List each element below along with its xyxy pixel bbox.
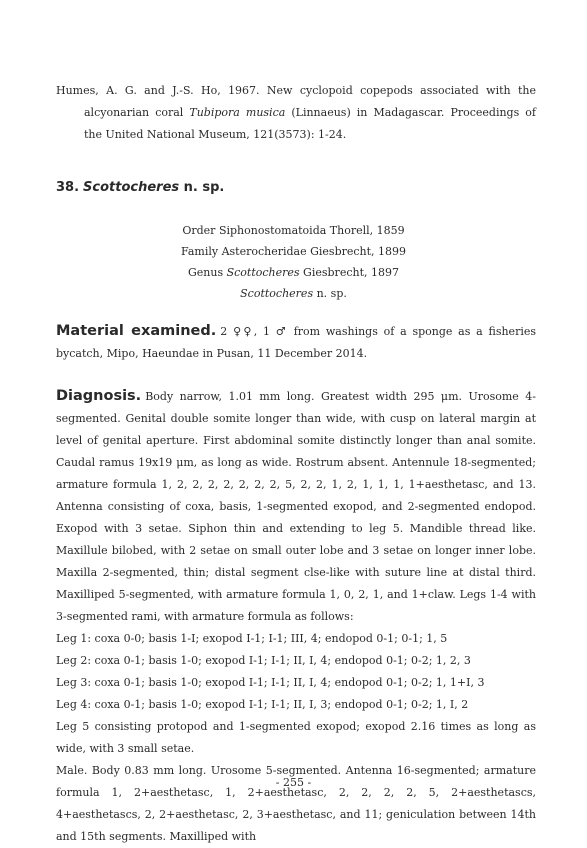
species-name: Scottocheres [240, 287, 314, 300]
material-text: 2 ♀♀, 1 ♂ from washings of a sponge as a fisheries bycatch, Mipo, Haeundae in Pusan, 11 December 2014. [56, 325, 537, 360]
material-examined-section [56, 320, 536, 365]
reference-species: Tubipora musica [189, 106, 286, 119]
material-heading: Material examined. [56, 323, 217, 339]
genus-prefix: Genus [188, 266, 227, 279]
diagnosis-heading: Diagnosis. [56, 388, 142, 404]
reference-list [56, 80, 536, 146]
diagnosis-intro-paragraph [56, 385, 536, 628]
reference-title-start: New cyclopoid copepods associated with the alcyonarian coral [84, 84, 536, 119]
leg-armature-row: Leg 3: coxa 0-1; basis 1-0; exopod I-1; I-1; II, I, 4; endopod 0-1; 0-2; 1, 1+I, 3 [56, 676, 485, 689]
reference-entry [56, 80, 536, 146]
reference-authors: Humes, A. G. and J.-S. Ho, 1967. [56, 84, 260, 97]
genus-name: Scottocheres [226, 266, 300, 279]
species-heading [56, 180, 224, 195]
leg5-description: Leg 5 consisting protopod and 1-segmented exopod; exopod 2.16 times as long as wide, with 3 small setae. [56, 720, 536, 755]
species-number: 38. [56, 180, 80, 195]
taxonomy-order: Order Siphonostomatoida Thorell, 1859 [182, 224, 405, 237]
leg-armature-row: Leg 2: coxa 0-1; basis 1-0; exopod I-1; I-1; II, I, 4; endopod 0-1; 0-2; 1, 2, 3 [56, 654, 471, 667]
taxonomy-genus [56, 262, 531, 283]
male-description: Male. Body 0.83 mm long. Urosome 5-segmented. Antenna 16-segmented; armature formula 1, 2+aesthetasc, 1, 2+aesthetasc, 2, 2, 2, 2, 5, 2+aesthetascs, 4+aesthetascs, 2, 2+aesthetasc, 2, 3+aesthetasc, and 11; geniculation between 14th and 15th segments. Maxilliped with [56, 764, 536, 843]
diagnosis-intro: Body narrow, 1.01 mm long. Greatest width 295 μm. Urosome 4-segmented. Genital double somite longer than wide, with cusp on lateral margin at level of genital aperture. First abdominal somite distinctly longer than anal somite. Caudal ramus 19x19 μm, as long as wide. Rostrum absent. Antennule 18-segmented; armature formula 1, 2, 2, 2, 2, 2, 2, 2, 5, 2, 2, 1, 2, 1, 1, 1, 1+aesthetasc, and 13. Antenna consisting of coxa, basis, 1-segmented exopod, and 2-segmented endopod. Exopod with 3 setae. Siphon thin and extending to leg 5. Mandible thread like. Maxillule bilobed, with 2 setae on small outer lobe and 3 setae on longer inner lobe. Maxilla 2-segmented, thin; distal segment clse-like with suture line at distal third. Maxilliped 5-segmented, with armature formula 1, 0, 2, 1, and 1+claw. Legs 1-4 with 3-segmented rami, with armature formula as follows: [56, 390, 536, 623]
genus-author: Giesbrecht, 1897 [299, 266, 399, 279]
species-name-suffix: n. sp. [313, 287, 347, 300]
taxonomy-family: Family Asterocheridae Giesbrecht, 1899 [180, 245, 407, 258]
leg-armature-row: Leg 4: coxa 0-1; basis 1-0; exopod I-1; I-1; II, I, 3; endopod 0-1; 0-2; 1, I, 2 [56, 698, 469, 711]
leg-armature-row: Leg 1: coxa 0-0; basis 1-I; exopod I-1; I-1; III, 4; endopod 0-1; 0-1; 1, 5 [56, 632, 448, 645]
reference-title-end: (Linnaeus) in Madagascar. Proceedings of the United National Museum, 121(3573): 1-24. [84, 106, 536, 141]
taxonomy-species [56, 283, 531, 304]
species-genus-name: Scottocheres [83, 180, 180, 195]
page-number: - 255 - [275, 776, 312, 789]
species-suffix: n. sp. [179, 180, 225, 195]
taxonomy-block [56, 220, 531, 304]
